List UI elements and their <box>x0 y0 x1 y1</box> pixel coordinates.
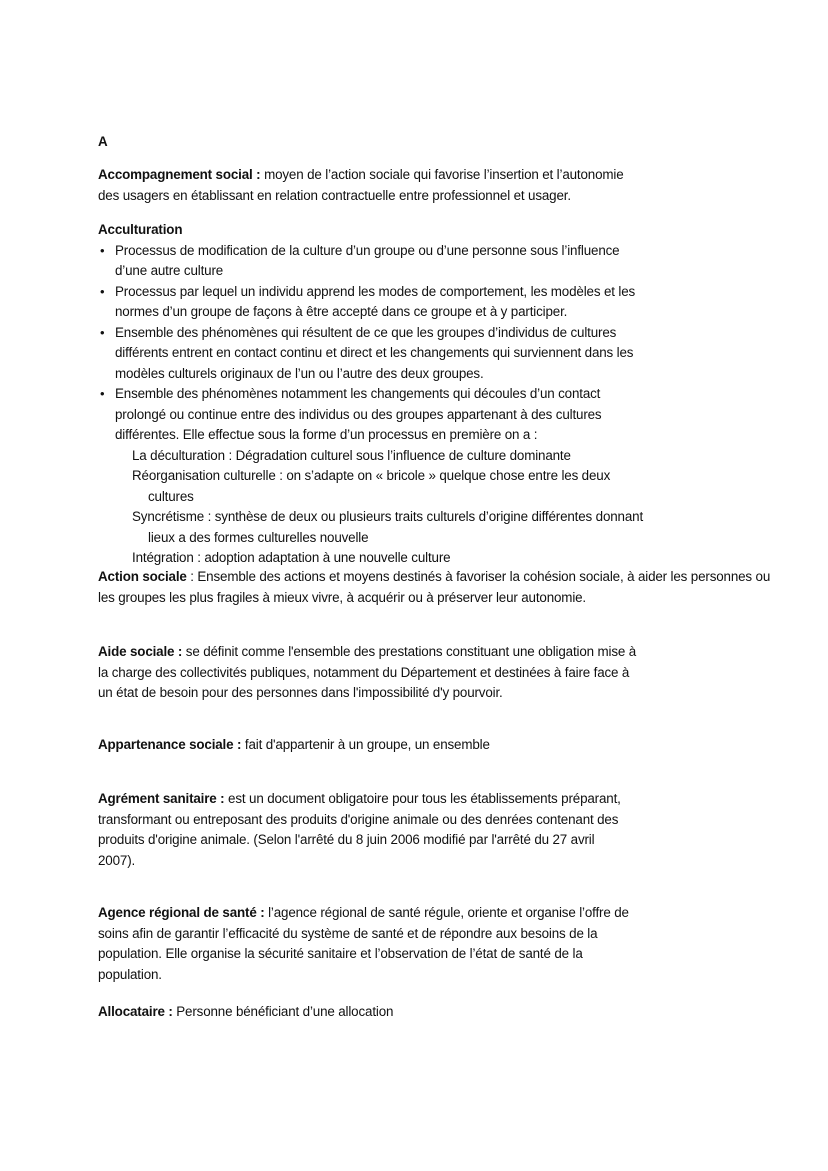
glossary-entry-first-line <box>98 1003 393 1021</box>
glossary-definition: moyen de l’action sociale qui favorise l’insertion et l’autonomie <box>260 167 624 182</box>
glossary-term: Appartenance sociale : <box>98 737 242 752</box>
glossary-definition-line: des usagers en établissant en relation contractuelle entre professionnel et usager. <box>98 187 571 203</box>
bullet-item-line: Ensemble des phénomènes qui résultent de ce que les groupes d’individus de cultures <box>115 324 617 340</box>
sub-item-line: La déculturation : Dégradation culturel sous l’influence de culture dominante <box>132 447 571 463</box>
glossary-term: Agence régional de santé : <box>98 905 265 920</box>
glossary-definition-line: 2007). <box>98 852 136 868</box>
bullet-icon: • <box>100 386 105 401</box>
bullet-item-line: différentes. Elle effectue sous la forme d’un processus en première on a : <box>115 427 538 442</box>
glossary-entry-first-line <box>98 904 629 922</box>
glossary-definition-line: population. Elle organise la sécurité sanitaire et l’observation de l’état de santé de la <box>98 946 583 961</box>
glossary-definition-line: les groupes les plus fragiles à mieux vivre, à acquérir ou à préserver leur autonomie. <box>98 589 587 605</box>
bullet-icon: • <box>100 324 105 340</box>
glossary-definition-line: produits d'origine animale. (Selon l'arrêté du 8 juin 2006 modifié par l'arrêté du 27 avril <box>98 832 595 847</box>
glossary-entry-first-line <box>98 221 182 239</box>
glossary-definition: fait d'appartenir à un groupe, un ensemble <box>241 737 490 752</box>
section-letter: A <box>98 134 108 149</box>
glossary-entry-first-line <box>98 643 636 661</box>
glossary-definition-line: population. <box>98 966 162 982</box>
glossary-definition: est un document obligatoire pour tous les établissements préparant, <box>224 791 621 806</box>
glossary-term: Allocataire : <box>98 1004 173 1019</box>
glossary-entry-first-line <box>98 166 624 184</box>
bullet-item-line: Processus de modification de la culture d’un groupe ou d’une personne sous l’influence <box>115 242 620 258</box>
sub-item-line: Syncrétisme : synthèse de deux ou plusieurs traits culturels d’origine différentes donnant <box>132 509 644 524</box>
bullet-item-line: Ensemble des phénomènes notamment les changements qui découles d’un contact <box>115 386 601 401</box>
glossary-entry-first-line <box>98 736 490 754</box>
glossary-definition: l’agence régional de santé régule, oriente et organise l’offre de <box>264 905 629 920</box>
sub-item-line: Intégration : adoption adaptation à une nouvelle culture <box>132 550 451 565</box>
bullet-item-line: différents entrent en contact continu et direct et les changements qui surviennent dans les <box>115 345 634 360</box>
glossary-definition-line: transformant ou entreposant des produits d'origine animale ou des denrées contenant des <box>98 811 619 827</box>
bullet-item-line: modèles culturels originaux de l’un ou l’autre des deux groupes. <box>115 365 484 381</box>
glossary-definition: : Ensemble des actions et moyens destinés à favoriser la cohésion sociale, à aider les personnes ou <box>186 569 771 584</box>
glossary-term: Action sociale <box>98 569 187 584</box>
glossary-entry-first-line <box>98 790 621 808</box>
glossary-entry-first-line <box>98 568 770 586</box>
bullet-item-line: d’une autre culture <box>115 263 224 278</box>
glossary-definition: Personne bénéficiant d’une allocation <box>172 1004 394 1019</box>
bullet-icon: • <box>100 242 105 258</box>
glossary-term: Acculturation <box>98 222 183 237</box>
glossary-definition-line: un état de besoin pour des personnes dans l'impossibilité d'y pourvoir. <box>98 685 503 700</box>
sub-item-line: lieux a des formes culturelles nouvelle <box>148 529 369 545</box>
bullet-icon: • <box>100 283 105 299</box>
glossary-term: Accompagnement social : <box>98 167 261 182</box>
bullet-item-line: normes d’un groupe de façons à être accepté dans ce groupe et à y participer. <box>115 304 568 319</box>
glossary-term: Agrément sanitaire : <box>98 791 225 806</box>
sub-item-line: Réorganisation culturelle : on s’adapte on « bricole » quelque chose entre les deux <box>132 468 611 483</box>
glossary-definition-line: la charge des collectivités publiques, notamment du Département et destinées à faire face à <box>98 664 630 680</box>
bullet-item-line: prolongé ou continue entre des individus ou des groupes appartenant à des cultures <box>115 406 602 422</box>
sub-item-line: cultures <box>148 488 194 504</box>
bullet-item-line: Processus par lequel un individu apprend les modes de comportement, les modèles et les <box>115 283 636 299</box>
glossary-definition: se définit comme l'ensemble des prestations constituant une obligation mise à <box>182 644 637 659</box>
glossary-term: Aide sociale : <box>98 644 183 659</box>
glossary-definition-line: soins afin de garantir l’efficacité du système de santé et de répondre aux besoins de la <box>98 925 598 941</box>
